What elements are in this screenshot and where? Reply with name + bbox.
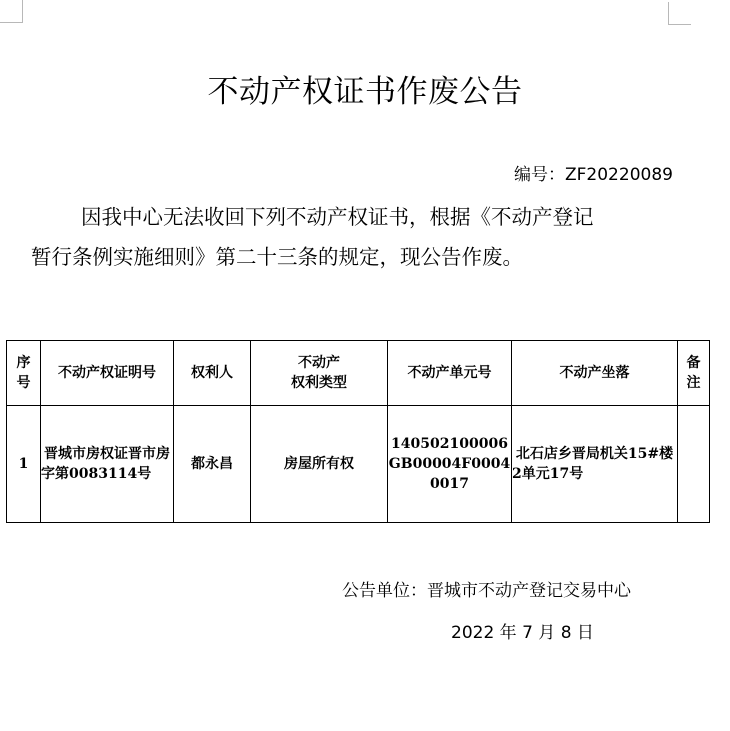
body-paragraph-line-1: 因我中心无法收回下列不动产权证书，根据《不动产登记 [81, 205, 594, 229]
document-number: 编号：ZF20220089 [514, 165, 673, 185]
header-seq-bottom: 号 [16, 375, 31, 391]
document-title: 不动产权证书作废公告 [207, 74, 523, 110]
cell-unit-no: 140502100006GB00004F00040017 [388, 406, 512, 523]
header-location: 不动产坐落 [512, 341, 678, 406]
issuing-unit: 公告单位：晋城市不动产登记交易中心 [342, 581, 631, 601]
cell-holder: 都永昌 [174, 406, 251, 523]
cell-remark [678, 406, 710, 523]
header-right-type-top: 不动产 [298, 355, 340, 371]
cell-cert-no: 晋城市房权证晋市房字第0083114号 [41, 406, 174, 523]
cell-location: 北石店乡晋局机关15#楼2单元17号 [512, 406, 678, 523]
header-right-type [251, 341, 388, 406]
table-row [7, 406, 710, 523]
header-right-type-bottom: 权利类型 [291, 375, 347, 391]
issue-date: 2022 年 7 月 8 日 [451, 623, 594, 643]
header-remark-bottom: 注 [686, 375, 701, 391]
cell-seq: 1 [7, 406, 41, 523]
table-header-row [7, 341, 710, 406]
void-certificate-table [6, 340, 710, 523]
header-seq-top: 序 [16, 355, 31, 371]
margin-corner-mark-left [0, 0, 23, 23]
header-seq [7, 341, 41, 406]
margin-corner-mark-right [668, 2, 691, 25]
header-cert-no: 不动产权证明号 [41, 341, 174, 406]
header-remark-top: 备 [686, 355, 701, 371]
body-paragraph-line-2: 暂行条例实施细则》第二十三条的规定，现公告作废。 [31, 245, 523, 269]
cell-right-type: 房屋所有权 [251, 406, 388, 523]
header-holder: 权利人 [174, 341, 251, 406]
header-remark [678, 341, 710, 406]
header-unit-no: 不动产单元号 [388, 341, 512, 406]
